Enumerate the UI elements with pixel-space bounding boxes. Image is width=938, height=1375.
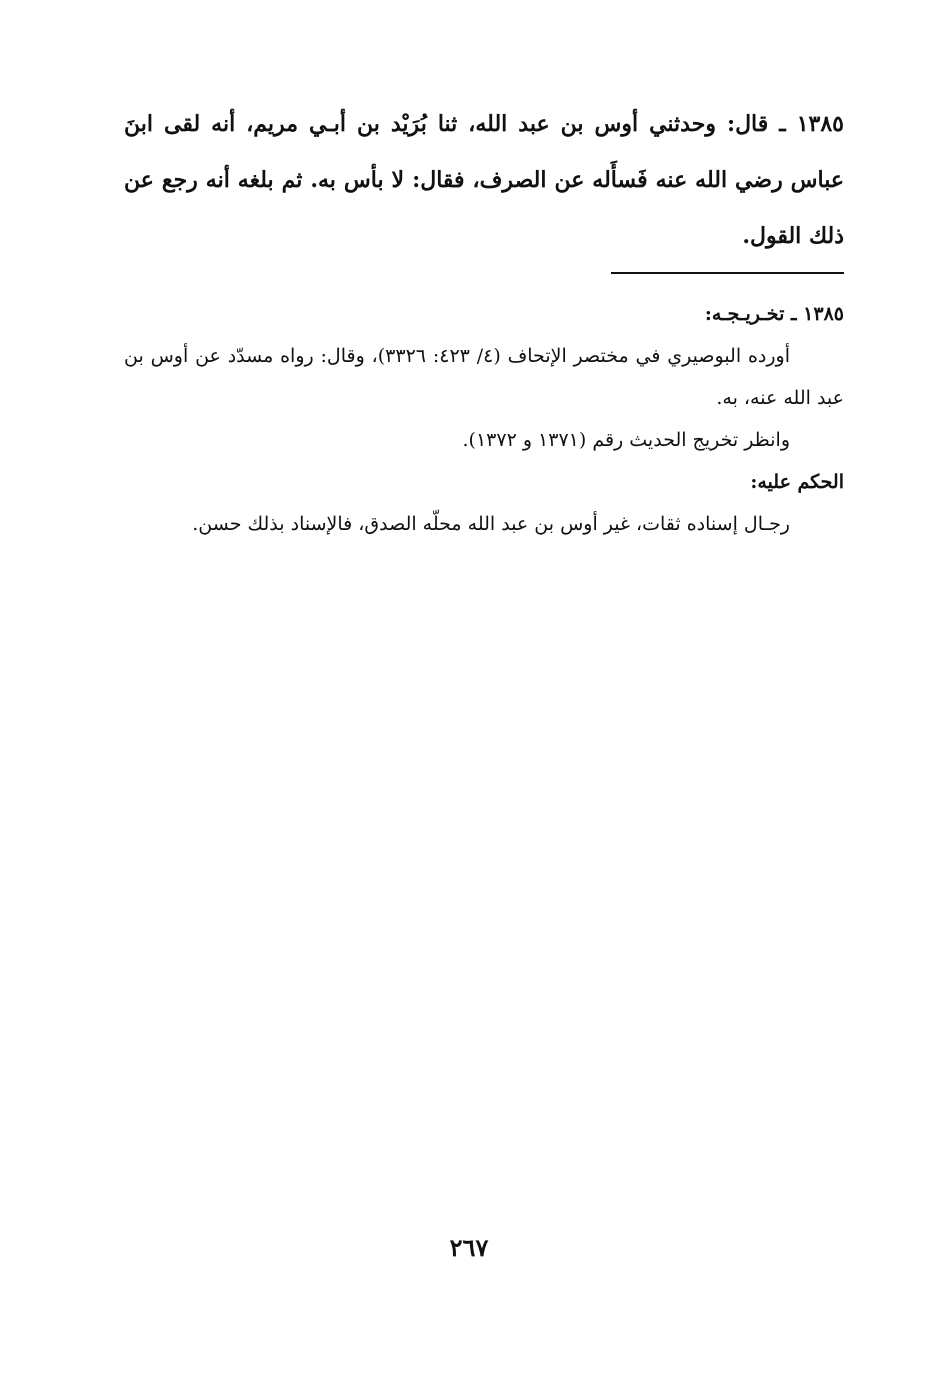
footnote-section: [124, 293, 844, 545]
page-number: ٢٦٧: [449, 1233, 489, 1262]
takhrij-reference: وانظر تخريج الحديث رقم (١٣٧١ و ١٣٧٢).: [462, 429, 790, 451]
ruling-text: رجـال إسناده ثقات، غير أوس بن عبد الله محلّه الصدق، فالإسناد بذلك حسن.: [192, 513, 790, 535]
ruling-heading: الحكم عليه:: [750, 471, 844, 493]
hadith-text: ١٣٨٥ ـ قال: وحدثني أوس بن عبد الله، ثنا بُرَيْد بن أبـي مريم، أنه لقى ابنَ عباس رضي الله عنه فَسأَله عن الصرف، فقال: لا بأس به. ثم بلغه أنه رجع عن ذلك القول.: [124, 111, 844, 249]
takhrij-paragraph: أورده البوصيري في مختصر الإتحاف (٤/ ٤٢٣: ٣٣٢٦)، وقال: رواه مسدّد عن أوس بن عبد الله عنه، به.: [124, 345, 844, 409]
footnote-separator: [611, 272, 844, 274]
takhrij-heading: ١٣٨٥ ـ تخـريـجـه:: [704, 303, 844, 325]
